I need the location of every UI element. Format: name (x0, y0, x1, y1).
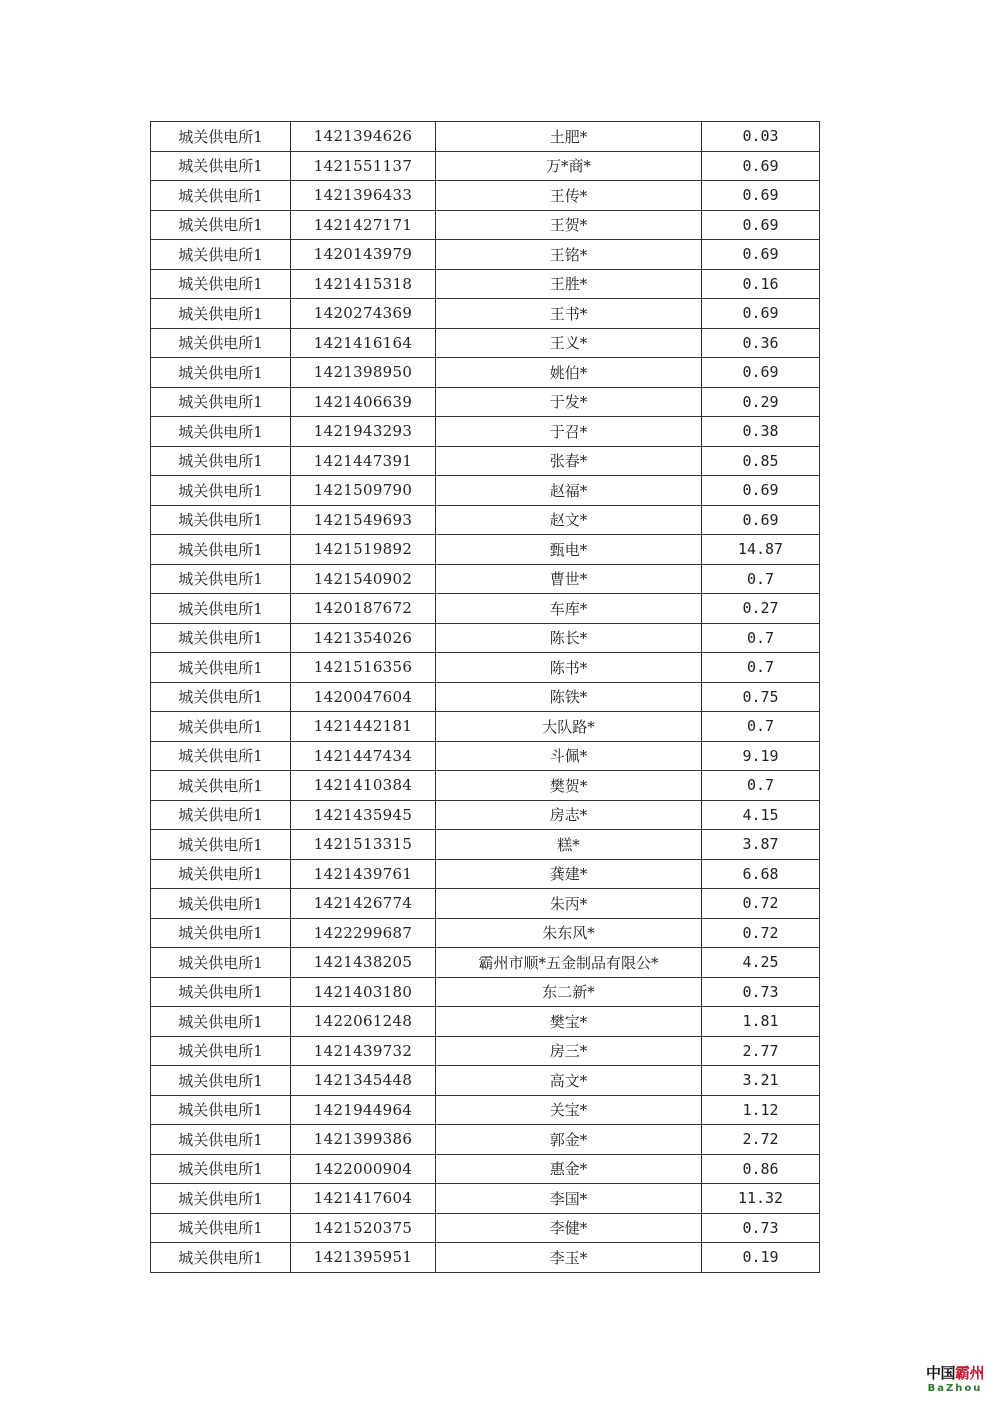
account-number-cell: 1421549693 (291, 505, 436, 535)
station-cell: 城关供电所1 (151, 1125, 291, 1155)
customer-name-cell: 房三* (436, 1036, 702, 1066)
account-number-cell: 1421395951 (291, 1243, 436, 1273)
station-cell: 城关供电所1 (151, 889, 291, 919)
account-number-cell: 1420187672 (291, 594, 436, 624)
table-row (151, 446, 820, 476)
amount-cell: 9.19 (702, 741, 820, 771)
account-number-cell: 1421540902 (291, 564, 436, 594)
customer-name-cell: 姚伯* (436, 358, 702, 388)
amount-cell: 0.69 (702, 476, 820, 506)
customer-name-cell: 龚建* (436, 859, 702, 889)
table-row (151, 682, 820, 712)
account-number-cell: 1421551137 (291, 151, 436, 181)
account-number-cell: 1421396433 (291, 181, 436, 211)
station-cell: 城关供电所1 (151, 682, 291, 712)
table-row (151, 1154, 820, 1184)
amount-cell: 3.21 (702, 1066, 820, 1096)
amount-cell: 0.69 (702, 505, 820, 535)
amount-cell: 0.72 (702, 889, 820, 919)
amount-cell: 14.87 (702, 535, 820, 565)
station-cell: 城关供电所1 (151, 1036, 291, 1066)
customer-name-cell: 李国* (436, 1184, 702, 1214)
data-table (150, 121, 820, 1273)
amount-cell: 0.7 (702, 564, 820, 594)
amount-cell: 0.69 (702, 210, 820, 240)
table-row (151, 623, 820, 653)
table-row (151, 712, 820, 742)
table-row (151, 918, 820, 948)
table-row (151, 1184, 820, 1214)
customer-name-cell: 朱丙* (436, 889, 702, 919)
customer-name-cell: 惠金* (436, 1154, 702, 1184)
account-number-cell: 1422000904 (291, 1154, 436, 1184)
station-cell: 城关供电所1 (151, 830, 291, 860)
account-number-cell: 1421426774 (291, 889, 436, 919)
station-cell: 城关供电所1 (151, 741, 291, 771)
table-row (151, 1095, 820, 1125)
table-row (151, 387, 820, 417)
account-number-cell: 1421516356 (291, 653, 436, 683)
account-number-cell: 1421439732 (291, 1036, 436, 1066)
customer-name-cell: 王铭* (436, 240, 702, 270)
account-number-cell: 1421416164 (291, 328, 436, 358)
table-row (151, 299, 820, 329)
station-cell: 城关供电所1 (151, 771, 291, 801)
amount-cell: 0.69 (702, 240, 820, 270)
account-number-cell: 1421399386 (291, 1125, 436, 1155)
account-number-cell: 1422299687 (291, 918, 436, 948)
station-cell: 城关供电所1 (151, 1243, 291, 1273)
station-cell: 城关供电所1 (151, 299, 291, 329)
amount-cell: 0.7 (702, 771, 820, 801)
amount-cell: 4.15 (702, 800, 820, 830)
amount-cell: 0.72 (702, 918, 820, 948)
customer-name-cell: 关宝* (436, 1095, 702, 1125)
account-number-cell: 1421513315 (291, 830, 436, 860)
account-number-cell: 1420143979 (291, 240, 436, 270)
table-row (151, 800, 820, 830)
table-row (151, 151, 820, 181)
table-row (151, 653, 820, 683)
account-number-cell: 1421509790 (291, 476, 436, 506)
customer-name-cell: 赵文* (436, 505, 702, 535)
logo-text-china: 中国 (925, 1364, 955, 1382)
logo-text-bazhou: 霸州 (955, 1364, 985, 1382)
amount-cell: 0.36 (702, 328, 820, 358)
table-row (151, 594, 820, 624)
customer-name-cell: 陈书* (436, 653, 702, 683)
account-number-cell: 1421435945 (291, 800, 436, 830)
amount-cell: 0.29 (702, 387, 820, 417)
customer-name-cell: 王贺* (436, 210, 702, 240)
amount-cell: 0.7 (702, 712, 820, 742)
amount-cell: 0.7 (702, 623, 820, 653)
amount-cell: 0.73 (702, 977, 820, 1007)
site-logo (922, 1366, 988, 1394)
customer-name-cell: 大队路* (436, 712, 702, 742)
station-cell: 城关供电所1 (151, 1184, 291, 1214)
table-row (151, 771, 820, 801)
logo-text (922, 1366, 988, 1381)
customer-name-cell: 陈长* (436, 623, 702, 653)
account-number-cell: 1420047604 (291, 682, 436, 712)
customer-name-cell: 樊宝* (436, 1007, 702, 1037)
station-cell: 城关供电所1 (151, 358, 291, 388)
customer-name-cell: 土肥* (436, 122, 702, 152)
station-cell: 城关供电所1 (151, 1154, 291, 1184)
amount-cell: 2.72 (702, 1125, 820, 1155)
station-cell: 城关供电所1 (151, 210, 291, 240)
amount-cell: 1.12 (702, 1095, 820, 1125)
station-cell: 城关供电所1 (151, 181, 291, 211)
account-number-cell: 1421406639 (291, 387, 436, 417)
customer-name-cell: 朱东风* (436, 918, 702, 948)
amount-cell: 0.69 (702, 358, 820, 388)
table-row (151, 328, 820, 358)
station-cell: 城关供电所1 (151, 1066, 291, 1096)
station-cell: 城关供电所1 (151, 564, 291, 594)
table-row (151, 977, 820, 1007)
account-number-cell: 1421519892 (291, 535, 436, 565)
customer-name-cell: 房志* (436, 800, 702, 830)
customer-name-cell: 于发* (436, 387, 702, 417)
station-cell: 城关供电所1 (151, 240, 291, 270)
amount-cell: 11.32 (702, 1184, 820, 1214)
table-row (151, 505, 820, 535)
amount-cell: 0.19 (702, 1243, 820, 1273)
station-cell: 城关供电所1 (151, 948, 291, 978)
account-number-cell: 1421417604 (291, 1184, 436, 1214)
amount-cell: 0.69 (702, 181, 820, 211)
account-number-cell: 1421944964 (291, 1095, 436, 1125)
table-row (151, 948, 820, 978)
station-cell: 城关供电所1 (151, 417, 291, 447)
table-row (151, 269, 820, 299)
customer-name-cell: 高文* (436, 1066, 702, 1096)
station-cell: 城关供电所1 (151, 918, 291, 948)
customer-name-cell: 张春* (436, 446, 702, 476)
customer-name-cell: 斗佩* (436, 741, 702, 771)
station-cell: 城关供电所1 (151, 1213, 291, 1243)
station-cell: 城关供电所1 (151, 269, 291, 299)
account-number-cell: 1421439761 (291, 859, 436, 889)
account-number-cell: 1421398950 (291, 358, 436, 388)
amount-cell: 6.68 (702, 859, 820, 889)
amount-cell: 0.03 (702, 122, 820, 152)
table-row (151, 240, 820, 270)
amount-cell: 3.87 (702, 830, 820, 860)
customer-name-cell: 郭金* (436, 1125, 702, 1155)
account-number-cell: 1421520375 (291, 1213, 436, 1243)
account-number-cell: 1421427171 (291, 210, 436, 240)
table-row (151, 830, 820, 860)
station-cell: 城关供电所1 (151, 122, 291, 152)
account-number-cell: 1421447391 (291, 446, 436, 476)
table-row (151, 1066, 820, 1096)
station-cell: 城关供电所1 (151, 535, 291, 565)
account-number-cell: 1422061248 (291, 1007, 436, 1037)
station-cell: 城关供电所1 (151, 387, 291, 417)
account-number-cell: 1421447434 (291, 741, 436, 771)
station-cell: 城关供电所1 (151, 859, 291, 889)
amount-cell: 0.69 (702, 299, 820, 329)
station-cell: 城关供电所1 (151, 505, 291, 535)
amount-cell: 0.73 (702, 1213, 820, 1243)
table-row (151, 564, 820, 594)
table-row (151, 1007, 820, 1037)
customer-name-cell: 万*商* (436, 151, 702, 181)
customer-name-cell: 李玉* (436, 1243, 702, 1273)
amount-cell: 0.86 (702, 1154, 820, 1184)
customer-name-cell: 王传* (436, 181, 702, 211)
customer-name-cell: 陈铁* (436, 682, 702, 712)
amount-cell: 0.69 (702, 151, 820, 181)
amount-cell: 0.75 (702, 682, 820, 712)
table-row (151, 1243, 820, 1273)
customer-name-cell: 车库* (436, 594, 702, 624)
customer-name-cell: 于召* (436, 417, 702, 447)
account-number-cell: 1421410384 (291, 771, 436, 801)
table-row (151, 1036, 820, 1066)
account-number-cell: 1421403180 (291, 977, 436, 1007)
amount-cell: 1.81 (702, 1007, 820, 1037)
amount-cell: 0.27 (702, 594, 820, 624)
customer-name-cell: 糕* (436, 830, 702, 860)
station-cell: 城关供电所1 (151, 977, 291, 1007)
customer-name-cell: 王胜* (436, 269, 702, 299)
table-row (151, 417, 820, 447)
station-cell: 城关供电所1 (151, 623, 291, 653)
customer-name-cell: 甄电* (436, 535, 702, 565)
amount-cell: 4.25 (702, 948, 820, 978)
customer-name-cell: 王义* (436, 328, 702, 358)
account-number-cell: 1421354026 (291, 623, 436, 653)
table-row (151, 741, 820, 771)
table-row (151, 1213, 820, 1243)
station-cell: 城关供电所1 (151, 1095, 291, 1125)
amount-cell: 0.16 (702, 269, 820, 299)
amount-cell: 0.85 (702, 446, 820, 476)
table-row (151, 859, 820, 889)
customer-name-cell: 东二新* (436, 977, 702, 1007)
table-row (151, 476, 820, 506)
station-cell: 城关供电所1 (151, 476, 291, 506)
customer-name-cell: 赵福* (436, 476, 702, 506)
station-cell: 城关供电所1 (151, 446, 291, 476)
account-number-cell: 1421438205 (291, 948, 436, 978)
station-cell: 城关供电所1 (151, 800, 291, 830)
table-row (151, 181, 820, 211)
station-cell: 城关供电所1 (151, 151, 291, 181)
customer-name-cell: 霸州市顺*五金制品有限公* (436, 948, 702, 978)
amount-cell: 0.38 (702, 417, 820, 447)
amount-cell: 2.77 (702, 1036, 820, 1066)
customer-name-cell: 李健* (436, 1213, 702, 1243)
account-number-cell: 1420274369 (291, 299, 436, 329)
table-row (151, 358, 820, 388)
table-row (151, 122, 820, 152)
station-cell: 城关供电所1 (151, 594, 291, 624)
customer-name-cell: 樊贺* (436, 771, 702, 801)
station-cell: 城关供电所1 (151, 712, 291, 742)
table-body (151, 122, 820, 1273)
account-number-cell: 1421345448 (291, 1066, 436, 1096)
station-cell: 城关供电所1 (151, 328, 291, 358)
table-row (151, 535, 820, 565)
customer-name-cell: 王书* (436, 299, 702, 329)
account-number-cell: 1421442181 (291, 712, 436, 742)
account-number-cell: 1421943293 (291, 417, 436, 447)
station-cell: 城关供电所1 (151, 1007, 291, 1037)
table-row (151, 889, 820, 919)
customer-name-cell: 曹世* (436, 564, 702, 594)
account-number-cell: 1421394626 (291, 122, 436, 152)
station-cell: 城关供电所1 (151, 653, 291, 683)
logo-subtext: BaZhou (927, 1383, 983, 1394)
amount-cell: 0.7 (702, 653, 820, 683)
account-number-cell: 1421415318 (291, 269, 436, 299)
table-row (151, 210, 820, 240)
table-row (151, 1125, 820, 1155)
